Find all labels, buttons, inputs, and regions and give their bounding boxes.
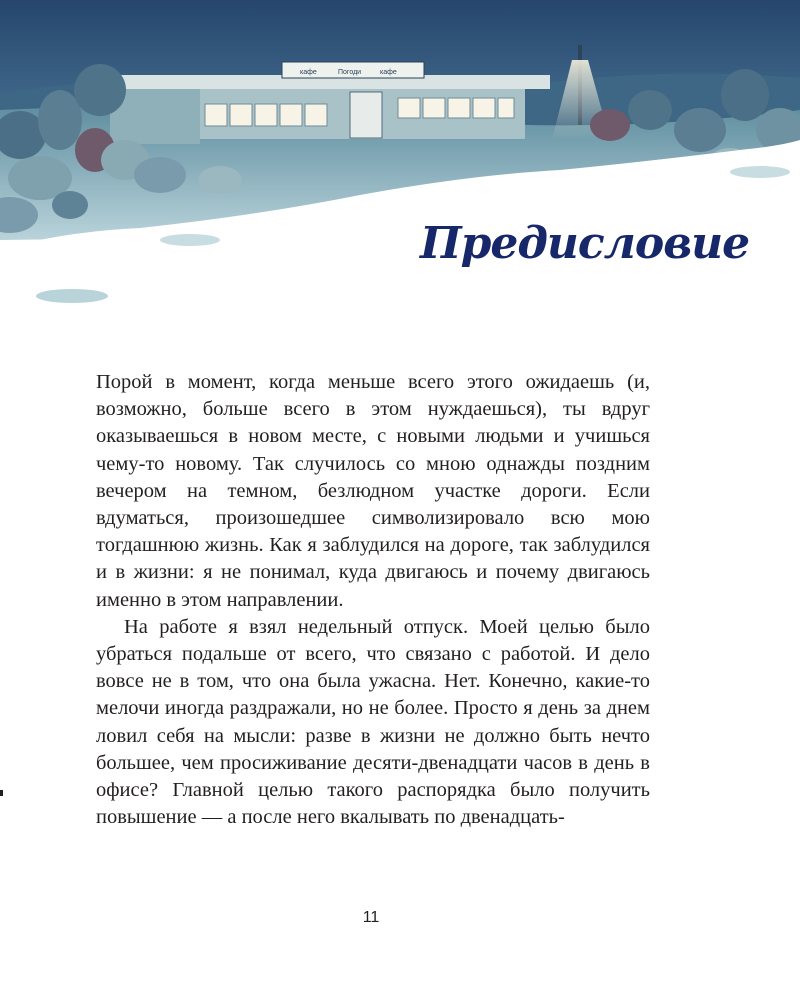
puddle-center [160,234,220,246]
puddle-left [36,289,108,303]
paragraph-1: Порой в момент, когда меньше всего этого ожидаешь (и, возможно, больше всего в этом нуждаешься), ты вдруг оказываешься в новом месте, с новыми людьми и учишься чему-то новому. Так случилось со мною однажды поздним вечером на темном, безлюдном участке дороги. Если вдуматься, произошедшее символизировало всю мою тогдашнюю жизнь. Как я заблудился на дороге, так заблудился и в жизни: я не понимал, куда двигаюсь и почему двигаюсь именно в этом направлении. [96,371,650,611]
cafe-sign-center: Погоди [338,69,362,76]
body-text [96,369,650,831]
paragraph-2: На работе я взял недельный отпуск. Моей целью было убраться подальше от всего, что связано с работой. И дело вовсе не в том, что она была ужасна. Нет. Конечно, какие-то мелочи иногда раздражали, но не более. Просто я день за днем ловил себя на мысли: разве в жизни не должно быть нечто большее, чем просиживание десяти-двенадцати часов в день в офисе? Главной целью такого распорядка было получить повышение — а после него вкалывать по двенадцать- [96,615,650,829]
puddle-right [730,166,790,178]
chapter-title: Предисловие [420,218,750,269]
cafe-sign-left: кафе [300,69,317,76]
page-number: 11 [362,909,380,926]
cafe-sign-right: кафе [380,69,397,76]
margin-mark [0,790,3,796]
